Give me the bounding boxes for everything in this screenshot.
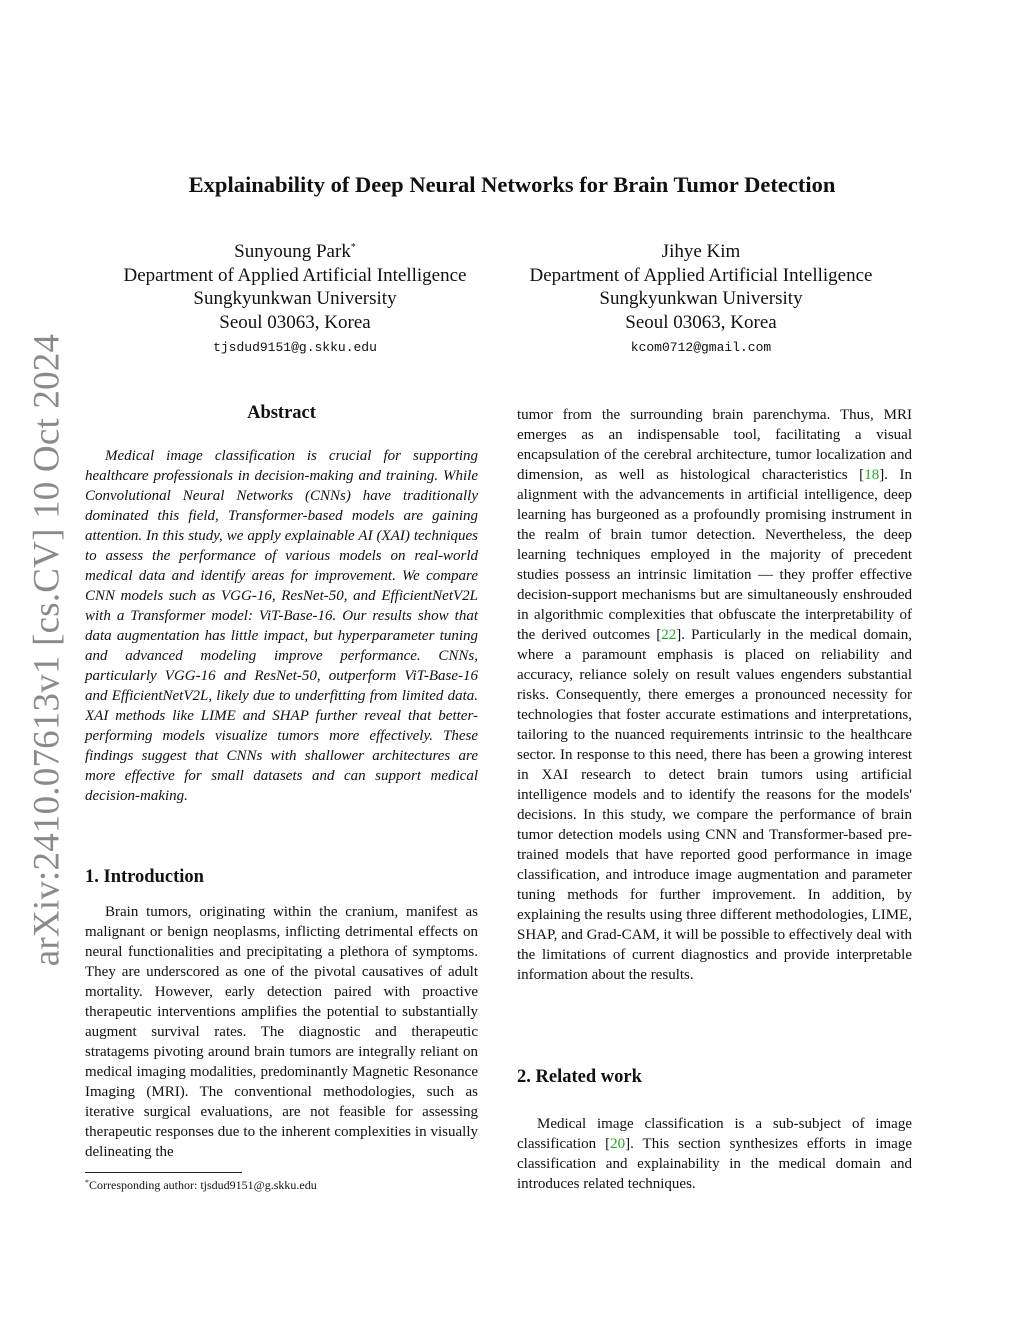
text-run: ]. This section synthesizes efforts in image classification and explainability in the medical domain and introduces related techniques. [517,1136,912,1192]
author-email: kcom0712@gmail.com [630,340,772,355]
introduction-heading: 1. Introduction [85,867,204,887]
author-city: Seoul 03063, Korea [625,311,777,333]
introduction-continued [517,405,912,985]
citation-link[interactable]: 22 [661,627,677,643]
author-department: Department of Applied Artificial Intelligence [529,264,873,286]
author-email: tjsdud9151@g.skku.edu [213,340,377,355]
arxiv-identifier: arXiv:2410.07613v1 [cs.CV] 10 Oct 2024 [26,333,68,967]
abstract-paragraph: Medical image classification is crucial for supporting healthcare professionals in decision-making and training. While Convolutional Neural Networks (CNNs) have traditionally dominated this field, Transformer-based models are gaining attention. In this study, we apply explainable AI (XAI) techniques to assess the performance of various models on real-world medical data and identify areas for improvement. We compare CNN models such as VGG-16, ResNet-50, and EfficientNetV2L with a Transformer model: ViT-Base-16. Our results show that data augmentation has little impact, but hyperparameter tuning and advanced modeling improve performance. CNNs, particularly VGG-16 and ResNet-50, outperform ViT-Base-16 and EfficientNetV2L, likely due to underfitting from limited data. XAI methods like LIME and SHAP further reveal that better-performing models visualize tumors more effectively. These findings suggest that CNNs with shallower architectures are more effective for small datasets and can support medical decision-making. [85,448,478,804]
author-block-1 [105,240,485,356]
abstract-heading: Abstract [247,403,316,423]
footnote-divider [85,1172,242,1173]
text-run: ]. In alignment with the advancements in artificial intelligence, deep learning has burgeoned as a profoundly promising instrument in the realm of brain tumor detection. Nevertheless, the deep learning techniques employed in the majority of precedent studies possess an intrinsic limitation — they proffer effective decision-support mechanisms but are simultaneously enshrouded in algorithmic complexities that obfuscate the interpretability of the derived outcomes [ [517,467,912,643]
related-work-paragraph [517,1114,912,1194]
author-department: Department of Applied Artificial Intelligence [123,264,467,286]
author-city: Seoul 03063, Korea [219,311,371,333]
corresponding-mark: * [350,242,356,253]
footnote-mark: * [85,1178,89,1187]
arxiv-sidebar-stamp [22,333,72,967]
footnote [85,1178,317,1193]
author-university: Sungkyunkwan University [599,288,803,309]
abstract-text [85,446,478,806]
author-name: Sunyoung Park [234,241,351,262]
introduction-text [85,902,478,1162]
introduction-paragraph-continued [517,405,912,985]
related-work-heading: 2. Related work [517,1067,642,1087]
author-block-2 [511,240,891,356]
citation-link[interactable]: 20 [610,1136,626,1152]
author-university: Sungkyunkwan University [193,288,397,309]
introduction-paragraph: Brain tumors, originating within the cranium, manifest as malignant or benign neoplasms, inflicting detrimental effects on neural functionalities and precipitating a plethora of symptoms. They are underscored as one of the pivotal causatives of adult mortality. However, early detection paired with proactive therapeutic interventions amplifies the potential to substantially augment survival rates. The diagnostic and therapeutic stratagems pivoting around brain tumors are integrally reliant on medical imaging modalities, predominantly Magnetic Resonance Imaging (MRI). The conventional methodologies, such as iterative surgical evaluations, are not feasible for assessing therapeutic responses due to the inherent complexities in visually delineating the [85,904,478,1160]
text-run: tumor from the surrounding brain parenchyma. Thus, MRI emerges as an indispensable tool, facilitating a visual encapsulation of the cerebral architecture, tumor localization and dimension, as well as histological characteristics [ [517,407,912,483]
text-run: ]. Particularly in the medical domain, where a paramount emphasis is placed on reliability and accuracy, reliance solely on result values engenders substantial risks. Consequently, there emerges a pronounced necessity for technologies that foster accurate estimations and interpretations, tailoring to the nuanced requirements intrinsic to the healthcare sector. In response to this need, there has been a growing interest in XAI research to detect brain tumors using artificial intelligence models and to identify the reasons for the models' decisions. In this study, we compare the performance of brain tumor detection models using CNN and Transformer-based pre-trained models that have reported good performance in image classification, and introduce image augmentation and parameter tuning methods for further improvement. In addition, by explaining the results using three different methodologies, LIME, SHAP, and Grad-CAM, it will be possible to effectively deal with the limitations of current diagnostics and provide interpretable information about the results. [517,627,912,983]
footnote-text: Corresponding author: tjsdud9151@g.skku.edu [89,1178,317,1192]
related-work-text [517,1114,912,1194]
citation-link[interactable]: 18 [864,467,880,483]
paper-title: Explainability of Deep Neural Networks for Brain Tumor Detection [188,172,836,197]
text-run: Medical image classification is a sub-subject of image classification [ [517,1116,912,1152]
author-name: Jihye Kim [661,241,741,262]
